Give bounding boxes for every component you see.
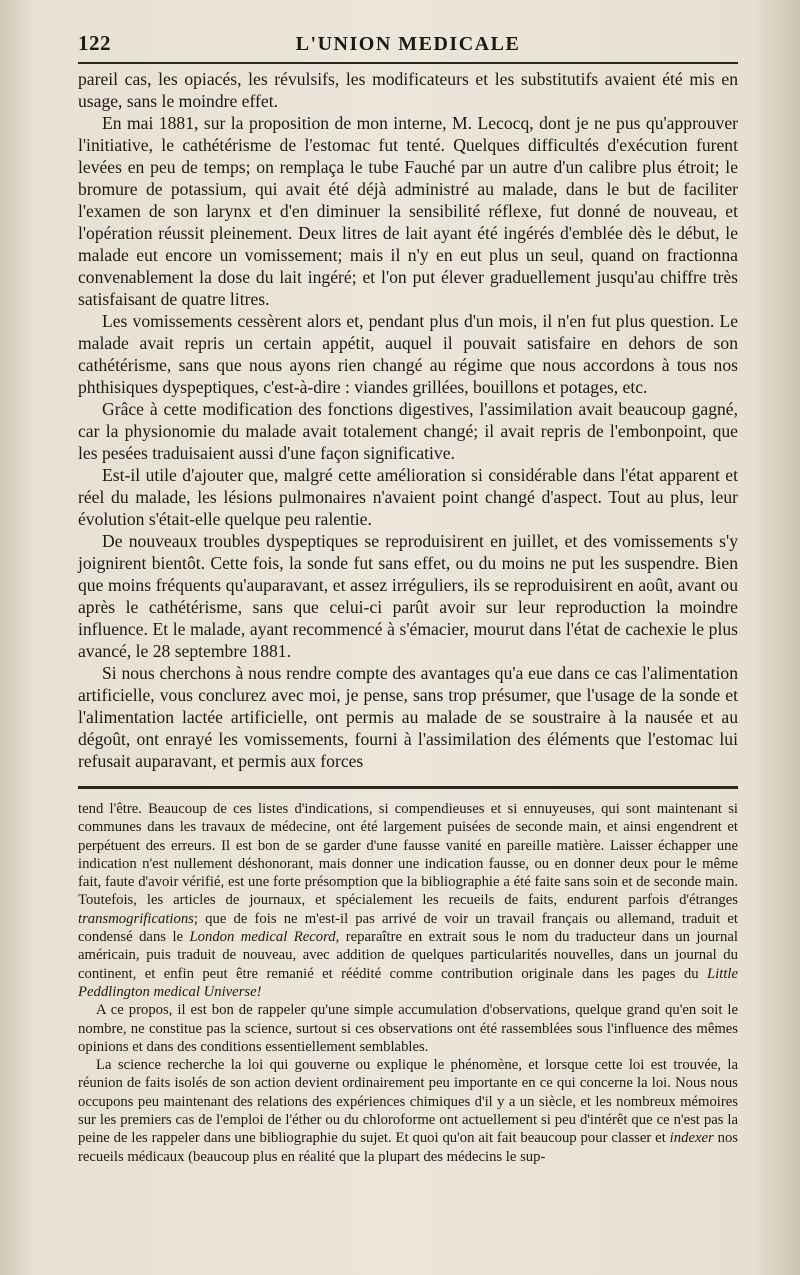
footnote-text: tend l'être. Beaucoup de ces listes d'indications, si compendieuses et si ennuyeuses, qui sont maintenant si communes dans les travaux de médecine, ont été largement puisées de seconde main, et ainsi engendrent et perpétuent des erreurs. Il est bon de se garder d'une fausse vanité en pareille matière. Laisser échapper une indication n'est nullement déshonorant, mais donner une indication fausse, ou en donner deux pour le même fait, faute d'avoir vérifié, est une forte présomption que la bibliographie a été faite sans soin et de seconde main. Toutefois, les articles de journaux, et spécialement les recueils de faits, endurent parfois d'étranges: [78, 801, 738, 909]
footnotes: [78, 800, 738, 1166]
footnote-text: reparaître en extrait sous le nom du traducteur dans un journal américain, puis traduit de nouveau, avec addition de quelques particularités nouvelles, dans un journal du continent, et enfin peut être remanié et réédité comme contribution originale dans les pages du: [78, 929, 738, 982]
paragraph: En mai 1881, sur la proposition de mon interne, M. Lecocq, dont je ne pus qu'approuver l'initiative, le cathétérisme de l'estomac fut tenté. Quelques difficultés d'exécution furent levées en peu de temps; on remplaça le tube Fauché par un autre d'un calibre plus étroit; le bromure de potassium, qui avait été déjà administré au malade, dans le but de faciliter l'examen de son larynx et d'en diminuer la sensibilité réflexe, fut donné de nouveau, et l'opération réussit pleinement. Deux litres de lait ayant été ingérés d'emblée dès le début, le malade eut encore un vomissement; mais il n'y en eut plus un seul, quand on fractionna convenablement la dose du lait ingéré; et l'on put élever graduellement jusqu'au chiffre très satisfaisant de quatre litres.: [78, 113, 738, 309]
journal-title: L'UNION MEDICALE: [295, 33, 521, 55]
running-header: [78, 26, 738, 56]
footnote-italic: London medical Record,: [189, 929, 340, 946]
paragraph: Est-il utile d'ajouter que, malgré cette amélioration si considérable dans l'état apparent et réel du malade, les lésions pulmonaires n'avaient point changé d'aspect. Tout au plus, leur évolution s'était-elle quelque peu ralentie.: [78, 465, 738, 529]
page-number: 122: [78, 31, 111, 55]
footnote-italic: Little Peddlington medical Universe!: [78, 965, 739, 1000]
footnote-italic: indexer: [669, 1130, 714, 1147]
paragraph: De nouveaux troubles dyspeptiques se reproduisirent en juillet, et des vomissements s'y joignirent bientôt. Cette fois, la sonde fut sans effet, ou du moins ne put les suspendre. Bien que moins fréquents qu'auparavant, et assez irréguliers, ils se reproduisirent en août, avant ou après le cathétérisme, sans que celui-ci parût avoir sur leur reproduction la moindre influence. Et le malade, ayant recommencé à s'émacier, mourut dans l'état de cachexie le plus avancé, le 28 septembre 1881.: [78, 531, 738, 661]
footnote-separator: [78, 786, 738, 789]
footnote-text: ; que de fois ne m'est-il pas arrivé de voir un travail français ou allemand, traduit et condensé dans le: [78, 910, 738, 946]
paragraph: Les vomissements cessèrent alors et, pendant plus d'un mois, il n'en fut plus question. Le malade avait repris un certain appétit, auquel il pouvait satisfaire en dehors de son cathétérisme, sans que nous ayons rien changé au régime que nous accordons à tous nos phthisiques dyspeptiques, c'est-à-dire : viandes grillées, bouillons et potages, etc.: [78, 311, 738, 397]
footnote-paragraph: A ce propos, il est bon de rappeler qu'une simple accumulation d'observations, quelque grand qu'en soit le nombre, ne constitue pas la science, surtout si ces observations ont été rassemblées sous l'influence des mêmes opinions et dans des conditions essentiellement semblables.: [78, 1002, 738, 1055]
header-rule: [78, 62, 738, 64]
footnote-paragraph: [78, 1056, 738, 1166]
footnote-italic: transmogrifications: [78, 910, 194, 927]
main-text: [78, 68, 738, 772]
footnote-text: nos recueils médicaux (beaucoup plus en réalité que la plupart des médecins le sup-: [78, 1130, 739, 1165]
paragraph: pareil cas, les opiacés, les révulsifs, les modificateurs et les substitutifs avaient été mis en usage, sans le moindre effet.: [78, 69, 738, 111]
footnote-text: La science recherche la loi qui gouverne ou explique le phénomène, et lorsque cette loi est trouvée, la réunion de faits isolés de son action devient ordinairement peu importante en ce qui concerne la loi. Nous nous occupons peu maintenant des relations des expériences chimiques d'il y a un siècle, et les nombreux mémoires sur les premiers cas de l'emploi de l'éther ou du chloroforme ont actuellement si peu d'intérêt que ce n'est pas la peine de les rappeler dans une bibliographie du sujet. Et quoi qu'on ait fait beaucoup pour classer et: [78, 1057, 738, 1147]
footnote-paragraph: [78, 800, 738, 1001]
paragraph: Grâce à cette modification des fonctions digestives, l'assimilation avait beaucoup gagné, car la physionomie du malade avait totalement changé; il avait repris de l'embonpoint, que les pesées traduisaient aussi d'une façon significative.: [78, 399, 738, 463]
paragraph: Si nous cherchons à nous rendre compte des avantages qu'a eue dans ce cas l'alimentation artificielle, vous conclurez avec moi, je pense, sans trop présumer, que l'usage de la sonde et l'alimentation lactée artificielle, ont permis au malade de se soustraire à la nausée et au dégoût, ont enrayé les vomissements, fourni à l'assimilation des éléments que l'estomac lui refusait auparavant, et permis aux forces: [78, 663, 738, 771]
